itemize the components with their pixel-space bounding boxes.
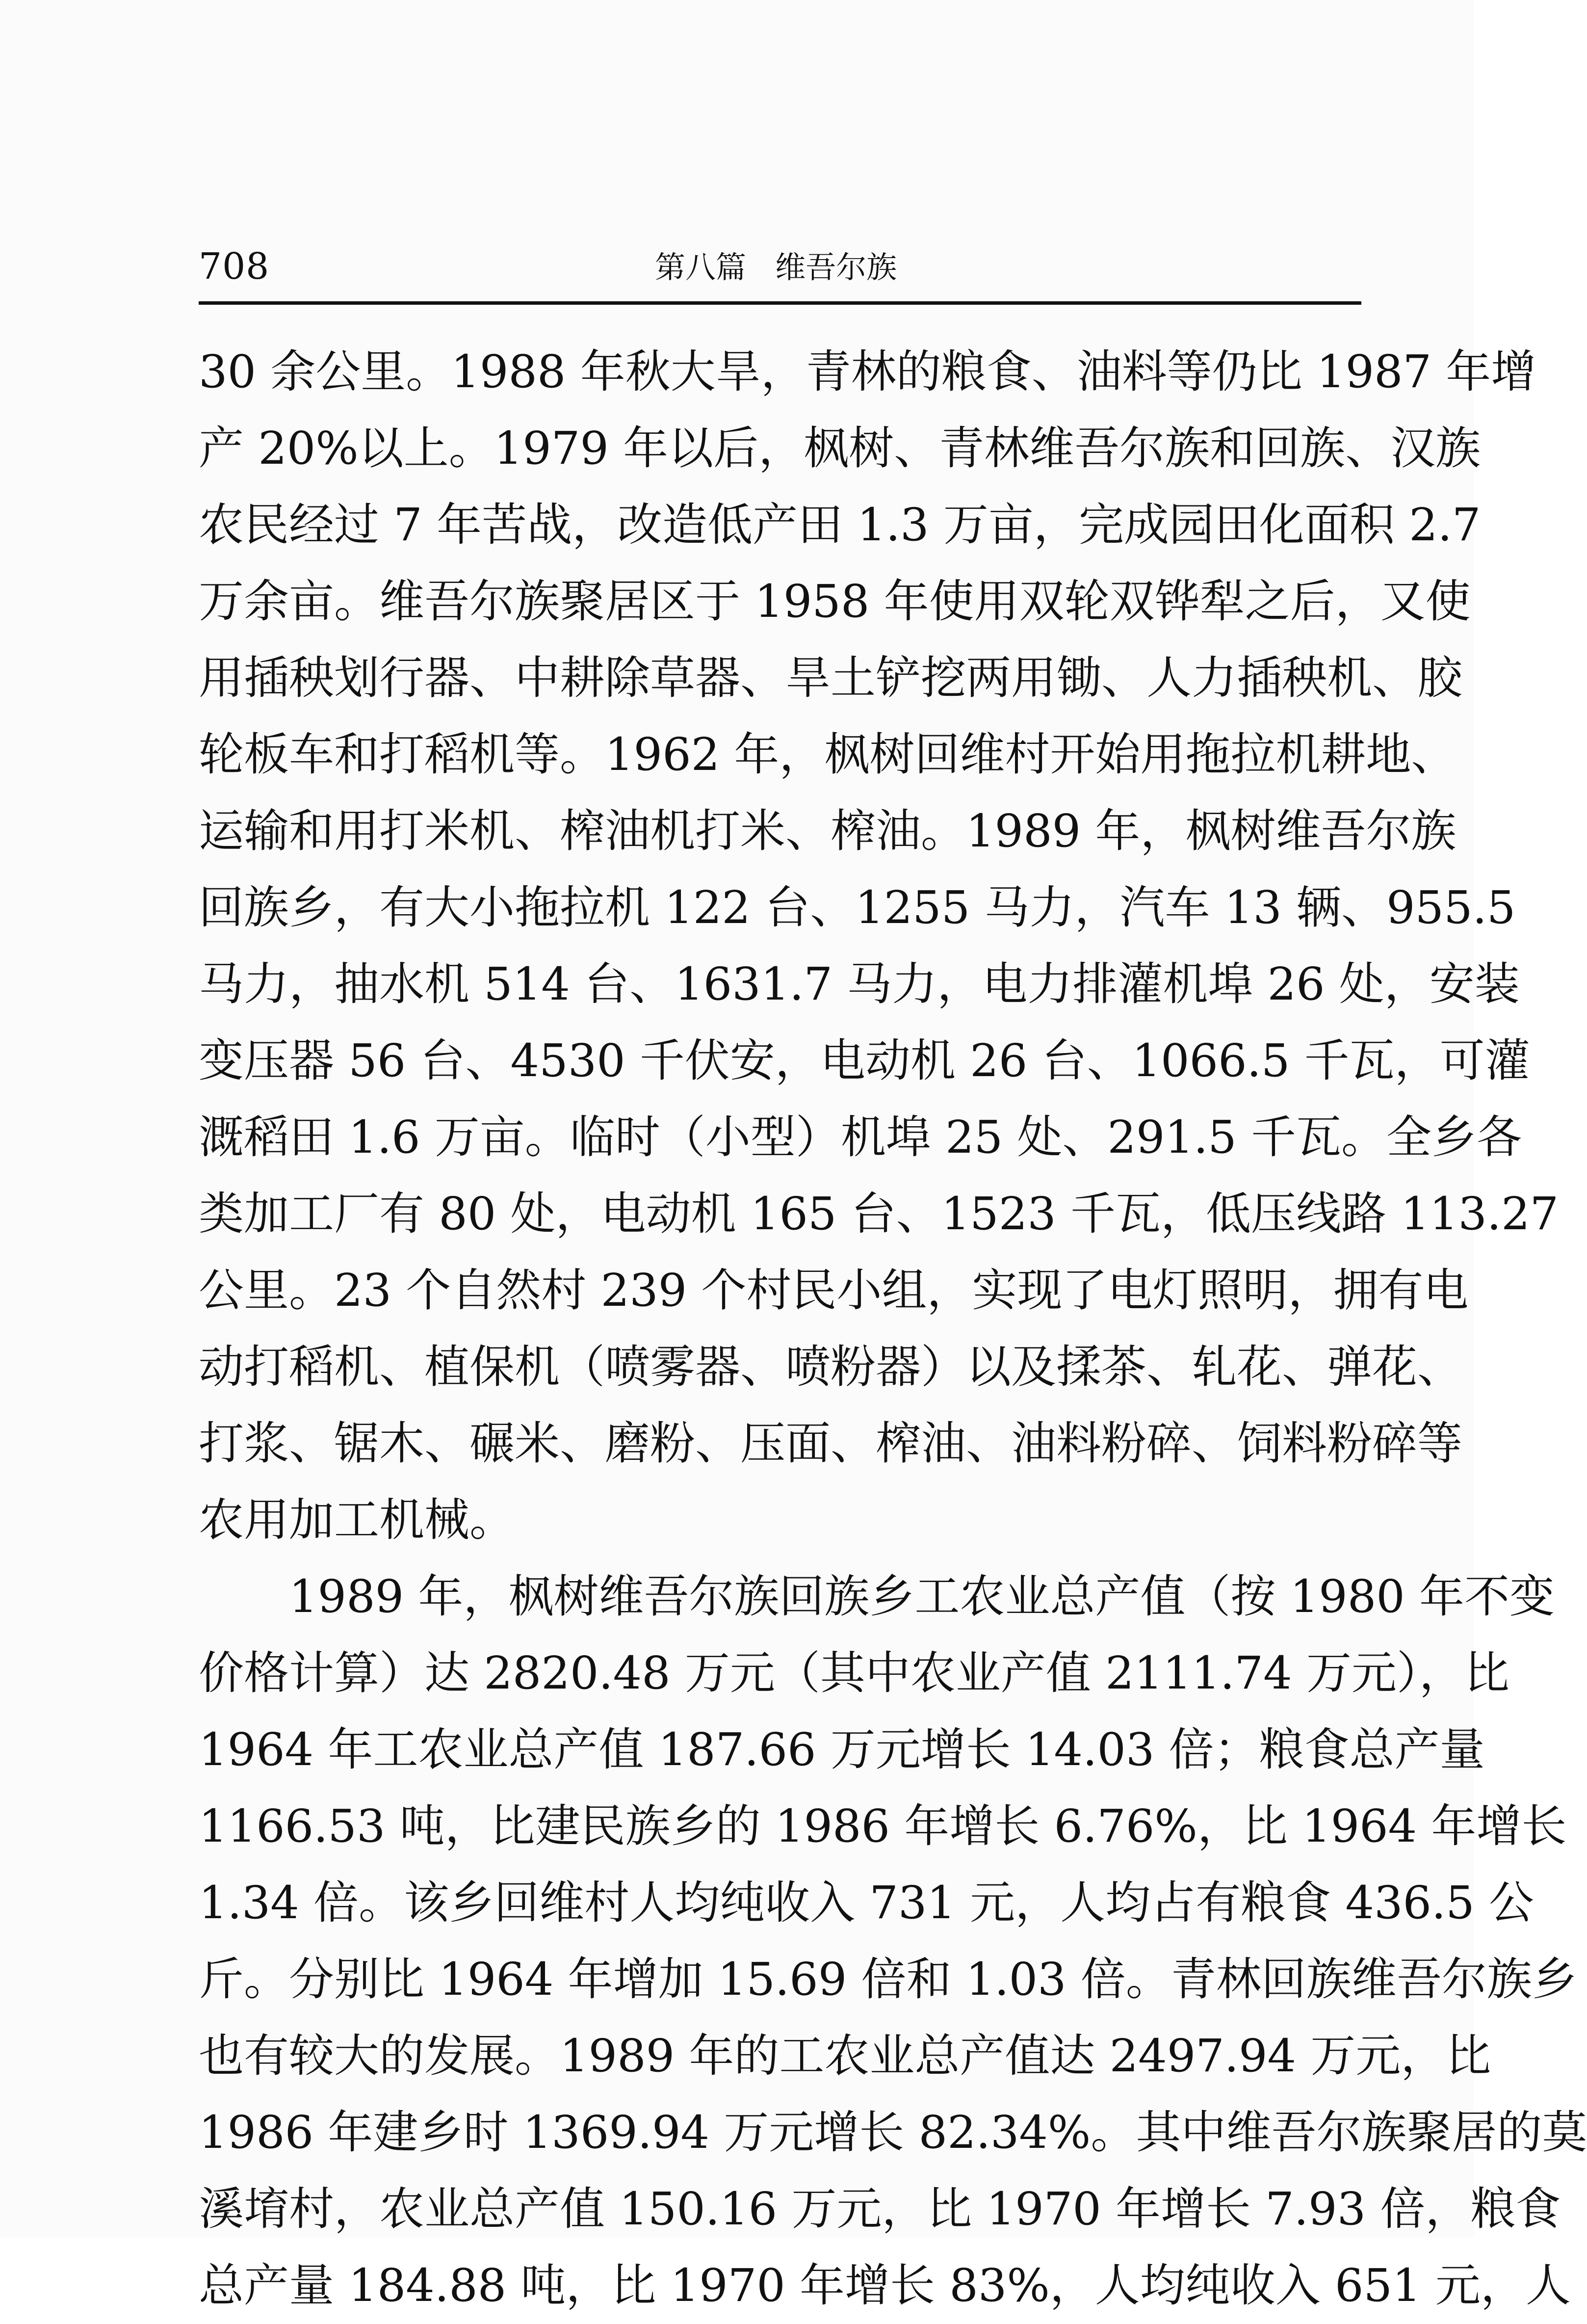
page-number: 708 <box>199 245 270 288</box>
text-line: 动打稻机、植保机（喷雾器、喷粉器）以及揉茶、轧花、弹花、 <box>199 1341 1463 1393</box>
body-text <box>199 334 1587 2324</box>
text-line: 溪堉村，农业总产值 150.16 万元，比 1970 年增长 7.93 倍，粮食 <box>199 2183 1561 2235</box>
text-line: 用插秧划行器、中耕除草器、旱土铲挖两用锄、人力插秧机、胶 <box>199 652 1463 704</box>
text-line: 变压器 56 台、4530 千伏安，电动机 26 台、1066.5 千瓦，可灌 <box>199 1034 1530 1087</box>
text-line: 价格计算）达 2820.48 万元（其中农业产值 2111.74 万元），比 <box>199 1647 1509 1699</box>
text-line: 产 20%以上。1979 年以后，枫树、青林维吾尔族和回族、汉族 <box>199 422 1481 475</box>
text-line: 溉稻田 1.6 万亩。临时（小型）机埠 25 处、291.5 千瓦。全乡各 <box>199 1111 1522 1163</box>
text-line: 1166.53 吨，比建民族乡的 1986 年增长 6.76%，比 1964 年增长 <box>199 1800 1567 1852</box>
text-line: 总产量 184.88 吨，比 1970 年增长 83%，人均纯收入 651 元，人 <box>199 2259 1571 2312</box>
page-header <box>199 240 1361 299</box>
text-line: 1.34 倍。该乡回维村人均纯收入 731 元，人均占有粮食 436.5 公 <box>199 1876 1535 1929</box>
text-line: 类加工厂有 80 处，电动机 165 台、1523 千瓦，低压线路 113.27 <box>199 1188 1559 1240</box>
running-title: 第八篇 维吾尔族 <box>655 249 897 285</box>
text-line: 1964 年工农业总产值 187.66 万元增长 14.03 倍；粮食总产量 <box>199 1723 1485 1776</box>
text-line: 1986 年建乡时 1369.94 万元增长 82.34%。其中维吾尔族聚居的莫 <box>199 2106 1587 2159</box>
text-line: 运输和用打米机、榨油机打米、榨油。1989 年，枫树维吾尔族 <box>199 805 1457 857</box>
text-line: 农用加工机械。 <box>199 1494 515 1546</box>
text-line: 万余亩。维吾尔族聚居区于 1958 年使用双轮双铧犁之后，又使 <box>199 575 1471 628</box>
text-line: 农民经过 7 年苦战，改造低产田 1.3 万亩，完成园田化面积 2.7 <box>199 499 1481 551</box>
text-line: 马力，抽水机 514 台、1631.7 马力，电力排灌机埠 26 处，安装 <box>199 958 1520 1010</box>
header-rule <box>199 301 1361 305</box>
text-line: 回族乡，有大小拖拉机 122 台、1255 马力，汽车 13 辆、955.5 <box>199 881 1516 934</box>
text-line: 斤。分别比 1964 年增加 15.69 倍和 1.03 倍。青林回族维吾尔族乡 <box>199 1953 1577 2006</box>
text-line: 30 余公里。1988 年秋大旱，青林的粮食、油料等仍比 1987 年增 <box>199 345 1536 398</box>
text-line: 轮板车和打稻机等。1962 年，枫树回维村开始用拖拉机耕地、 <box>199 728 1457 781</box>
text-line: 公里。23 个自然村 239 个村民小组，实现了电灯照明，拥有电 <box>199 1264 1469 1317</box>
text-line: 也有较大的发展。1989 年的工农业总产值达 2497.94 万元，比 <box>199 2030 1491 2082</box>
text-line: 1989 年，枫树维吾尔族回族乡工农业总产值（按 1980 年不变 <box>289 1570 1555 1623</box>
text-line: 打浆、锯木、碾米、磨粉、压面、榨油、油料粉碎、饲料粉碎等 <box>199 1417 1463 1470</box>
